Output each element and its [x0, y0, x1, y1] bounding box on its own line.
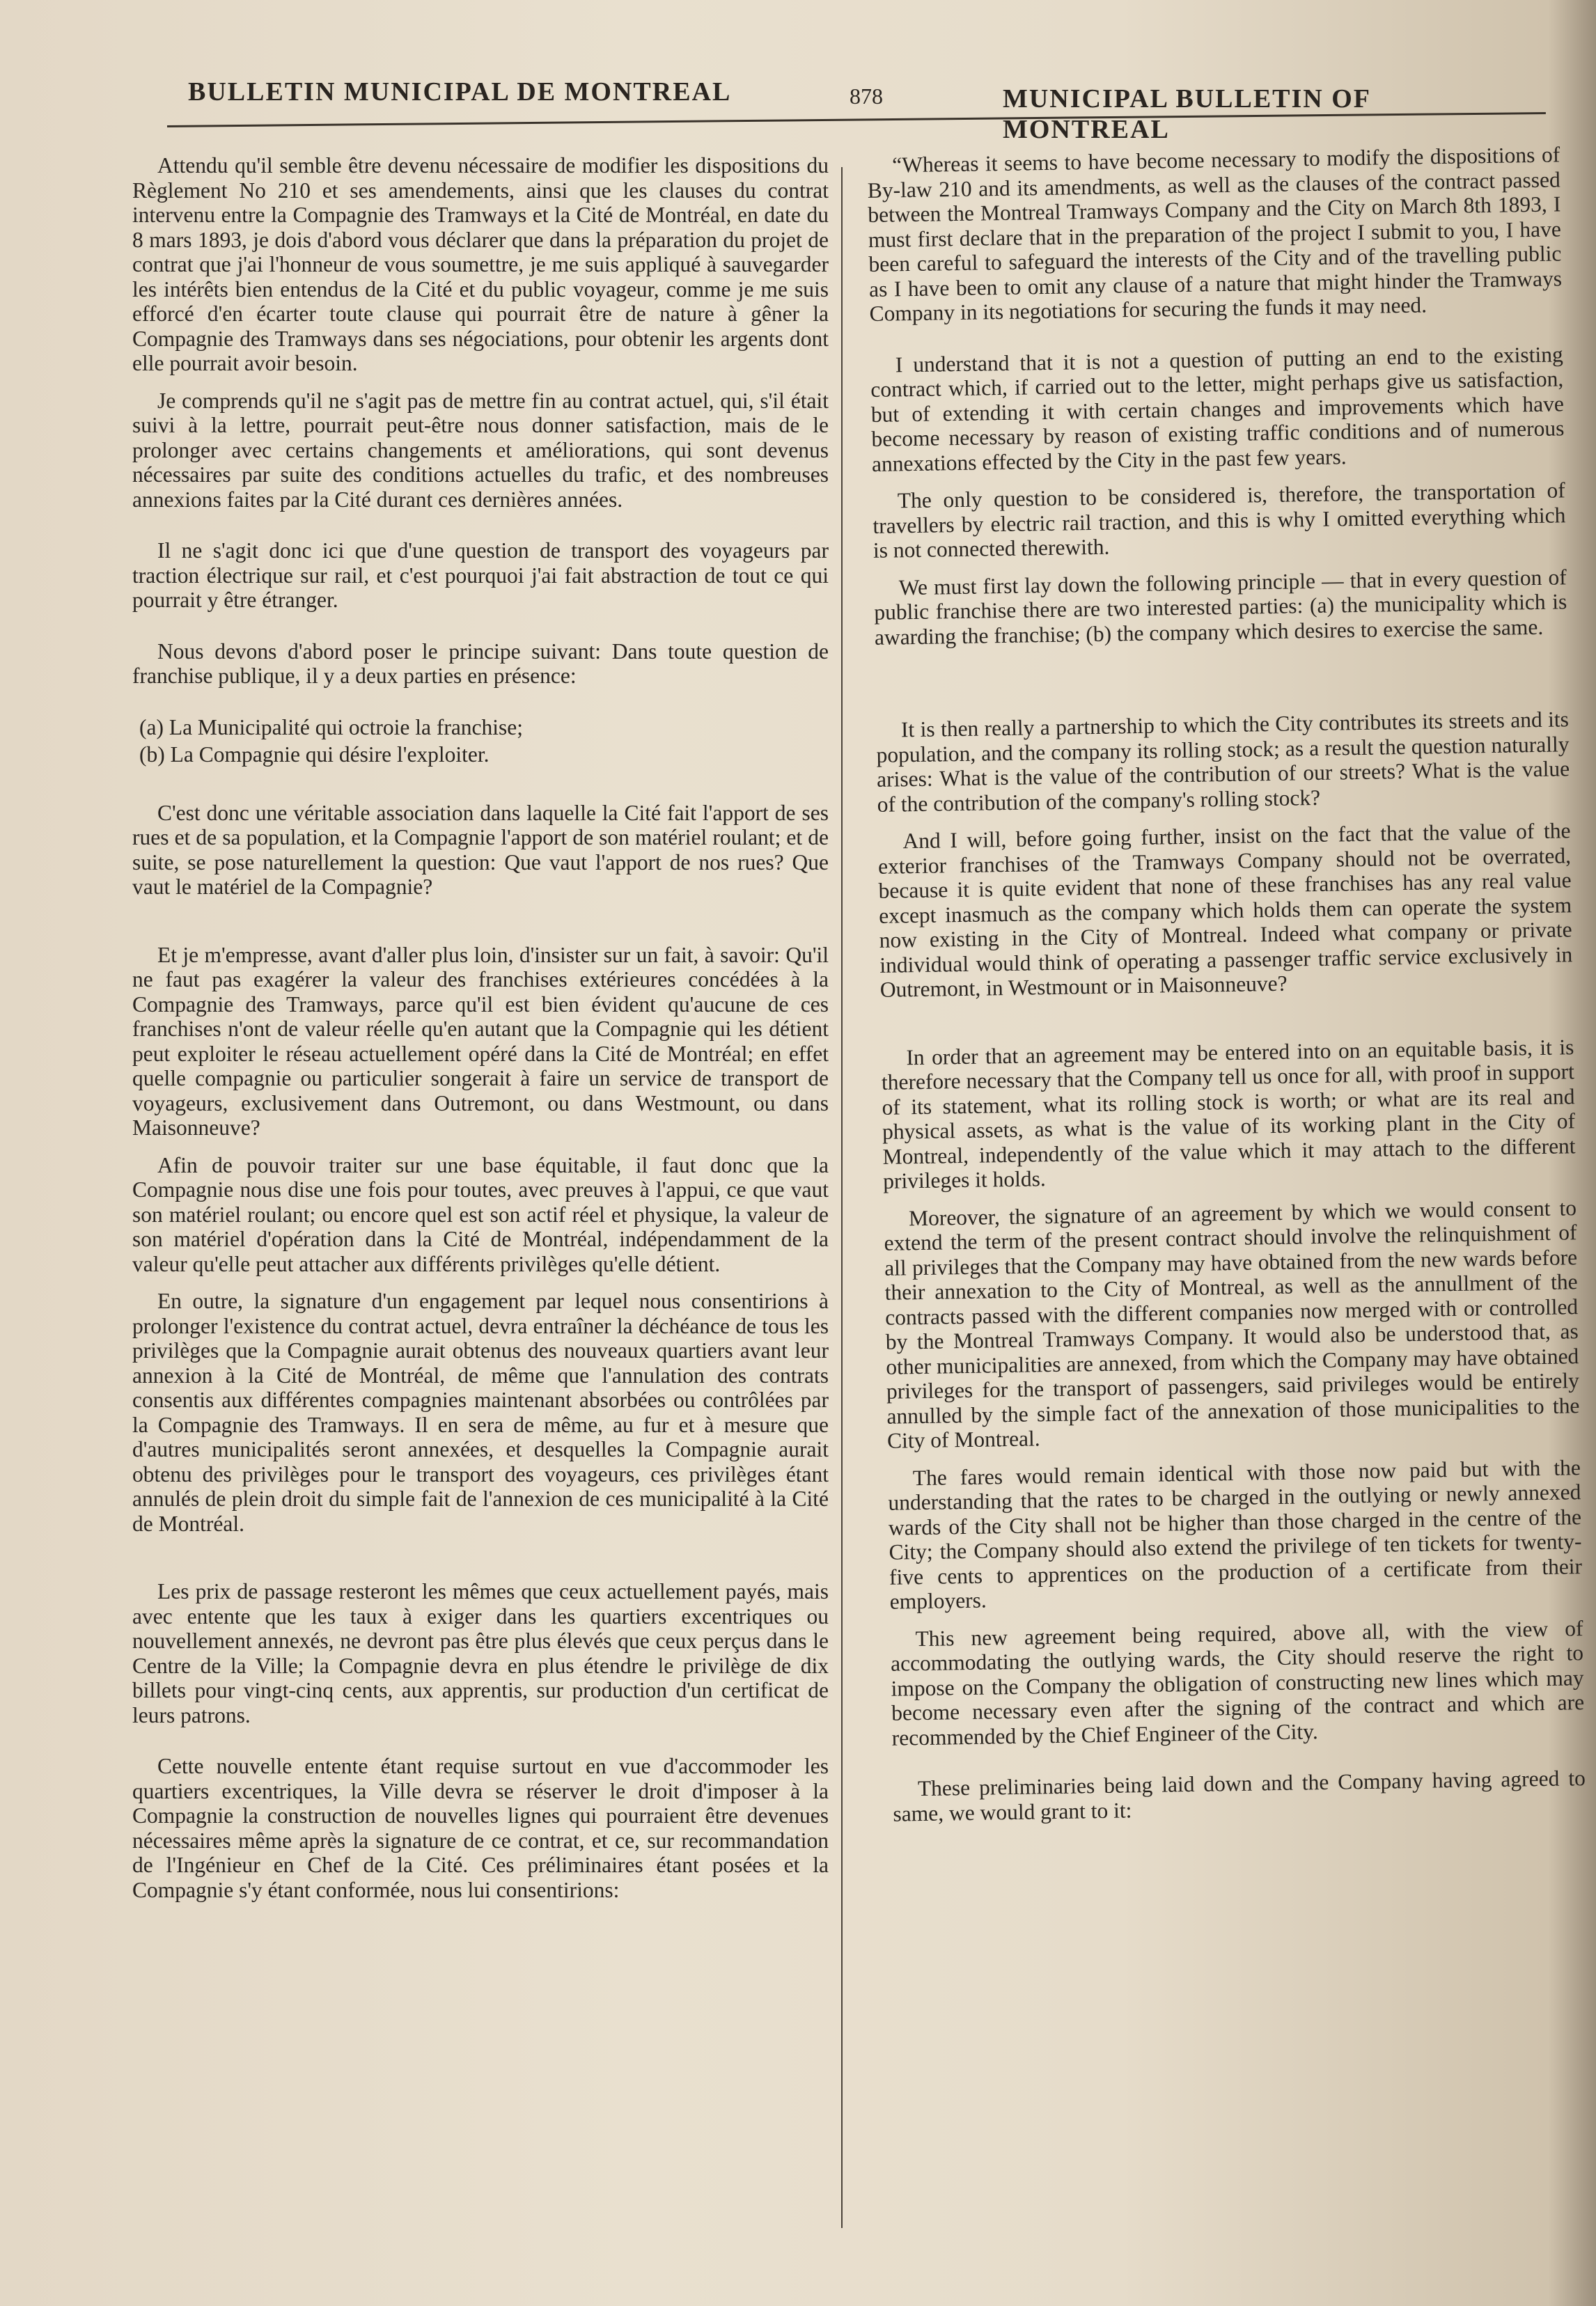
paragraph-fr-1: Attendu qu'il semble être devenu nécessaire de modifier les dispositions du Règlement No 210 et ses amendements, ainsi que les clauses du contrat intervenu entre la Compagnie des Tramways et la Cité de Montréal, en date du 8 mars 1893, je dois d'abord vous déclarer que dans la préparation du projet de contrat que j'ai l'honneur de vous soumettre, je me suis appliqué à sauvegarder les intérêts bien entendus de la Cité et du public voyageur, comme je me suis efforcé d'en écarter toute clause qui pourrait être de nature à gêner la Compagnie des Tramways dans ses négociations, pour obtenir les argents dont elle pourrait avoir besoin.: [132, 153, 829, 375]
paragraph-en-2: I understand that it is not a question of putting an end to the existing contract which, if carried out to the letter, might perhaps give us satisfaction, but of extending it with certain changes and improvements which have become necessary by reason of existing traffic conditions and of numerous annexations effected by the City in the past few years.: [870, 341, 1565, 476]
paragraph-en-8: Moreover, the signature of an agreement by which we would consent to extend the term of the present contract should involve the relinquishment of all privileges that the Company may have obtained from the new wards before their annexation to the City of Montreal, as well as the annullment of the contracts passed with the different companies now merged with or controlled by the Montreal Tramways Company. It would also be understood that, as other municipalities are annexed, from which the Company may have obtained privileges for the transport of passengers, said privileges would be entirely annulled by the simple fact of the annexation of those municipalities to the City of Montreal.: [884, 1195, 1580, 1453]
paragraph-en-10: This new agreement being required, above all, with the view of accommodating the outlying wards, the City should reserve the right to impose on the Company the obligation of constructing new lines which may become necessary even after the signing of the contract and which are recommended by the Chief Engineer of the City.: [890, 1615, 1585, 1750]
paragraph-en-3: The only question to be considered is, therefore, the transportation of travellers by electric rail traction, and this is why I omitted everything which is not connected therewith.: [873, 478, 1566, 563]
paragraph-fr-4: Nous devons d'abord poser le principe suivant: Dans toute question de franchise publique, il y a deux parties en présence:: [132, 638, 829, 688]
paragraph-fr-8: En outre, la signature d'un engagement par lequel nous consentirions à prolonger l'existence du contrat actuel, devra entraîner la déchéance de tous les privilèges que la Compagnie aurait obtenus des nouveaux quartiers avant leur annexion à la Cité de Montréal, de même que l'annulation des contrats consentis aux différentes compagnies maintenant absorbées ou contrôlées par la Compagnie des Tramways. Il en sera de même, au fur et à mesure que d'autres municipalités seront annexées, et desquelles la Compagnie aurait obtenu des privilèges pour le transport des voyageurs, ces privilèges étant annulés de plein droit du simple fait de l'annexion de ces municipalité à la Cité de Montréal.: [132, 1289, 829, 1536]
paragraph-fr-10: Cette nouvelle entente étant requise surtout en vue d'accommoder les quartiers excentriques, la Ville devra se réserver le droit d'imposer à la Compagnie la construction de nouvelles lignes qui pourraient être devenues nécessaires même après la signature de ce contrat, et ce, sur recommandation de l'Ingénieur en Chef de la Cité. Ces préliminaires étant posées et la Compagnie s'y étant conformée, nous lui consentirions:: [132, 1754, 829, 1902]
paragraph-fr-9: Les prix de passage resteront les mêmes que ceux actuellement payés, mais avec entente que les taux à exiger dans les quartiers excentriques ou nouvellement annexés, ne devront pas être plus élevés que ceux perçus dans le Centre de la Ville; la Compagnie devra en plus étendre le privilège de dix billets pour vingt-cinq cents, aux apprentis, sur production d'un certificat de leurs patrons.: [132, 1579, 829, 1727]
paragraph-fr-5: C'est donc une véritable association dans laquelle la Cité fait l'apport de ses rues et de sa population, et la Compagnie l'apport de son matériel roulant; et de suite, se pose naturellement la question: Que vaut l'apport de nos rues? Que vaut le matériel de la Compagnie?: [132, 800, 829, 899]
french-column: [132, 153, 829, 1915]
header-title-french: BULLETIN MUNICIPAL DE MONTREAL: [188, 77, 732, 107]
paragraph-en-7: In order that an agreement may be entered into on an equitable basis, it is therefore necessary that the Company tell us once for all, with proof in support of its statement, what its rolling stock is worth; or what are its real and physical assets, as what is the value of its working plant in the City of Montreal, independently of the value which it may attach to the different privileges it holds.: [881, 1034, 1576, 1193]
header-title-english: MUNICIPAL BULLETIN OF MONTREAL: [1003, 84, 1370, 144]
column-divider: [841, 167, 843, 2228]
paragraph-en-5: It is then really a partnership to which the City contributes its streets and its population, and the company its rolling stock; as a result the question naturally arises: What is the value of the contribution of our streets? What is the value of the contribution of the company's rolling stock?: [876, 707, 1570, 817]
list-item-b: (b) La Compagnie qui désire l'exploiter.: [139, 742, 490, 767]
paragraph-en-6: And I will, before going further, insist on the fact that the value of the exterior franchises of the Tramways Company should not be overrated, because it is quite evident that none of these franchises has any real value except inasmuch as the company which holds them can operate the system now existing in the City of Montreal. Indeed what company or private individual would think of operating a passenger traffic service exclusively in Outremont, in Westmount or in Maisonneuve?: [877, 818, 1573, 1002]
paragraph-fr-3: Il ne s'agit donc ici que d'une question de transport des voyageurs par traction électrique sur rail, et c'est pourquoi j'ai fait abstraction de tout ce qui pourrait y être étranger.: [132, 538, 829, 612]
paragraph-fr-2: Je comprends qu'il ne s'agit pas de mettre fin au contrat actuel, qui, s'il était suivi à la lettre, pourrait peut-être nous donner satisfaction, mais de le prolonger avec certains changements et améliorations, qui sont devenus nécessaires par suite des conditions actuelles du trafic, et des nombreuses annexions faites par la Cité durant ces dernières années.: [132, 388, 829, 512]
page-number: 878: [850, 84, 883, 109]
list-item-a: (a) La Municipalité qui octroie la franchise;: [139, 714, 524, 739]
paragraph-en-9: The fares would remain identical with those now paid but with the understanding that the rates to be charged in the outlying or newly annexed wards of the City shall not be higher than those charged in the centre of the City; the Company should also extend the privilege of ten tickets for twenty-five cents to apprentices on the production of a certificate from their employers.: [888, 1454, 1583, 1614]
paragraph-fr-7: Afin de pouvoir traiter sur une base équitable, il faut donc que la Compagnie nous dise une fois pour toutes, avec preuves à l'appui, ce que vaut son matériel roulant; ou encore quel est son actif réel et physique, la valeur de son matériel d'opération dans la Cité de Montréal, indépendamment de la valeur qu'elle peut attacher aux différents privilèges qu'elle détient.: [132, 1152, 829, 1276]
paragraph-en-4: We must first lay down the following principle — that in every question of public franchise there are two interested parties: (a) the municipality which is awarding the franchise; (b) the company which desires to exercise the same.: [874, 564, 1567, 650]
paragraph-en-1: “Whereas it seems to have become necessary to modify the dispositions of By-law 210 and its amendments, as well as the clauses of the contract passed between the Montreal Tramways Company and the City on March 8th 1893, I must first declare that in the preparation of the project I submit to you, I have been careful to safeguard the interests of the City and of the travelling public as I have been to omit any clause of a nature that might hinder the Tramways Company in its negotiations for securing the funds it may need.: [867, 142, 1563, 326]
paragraph-fr-6: Et je m'empresse, avant d'aller plus loin, d'insister sur un fait, à savoir: Qu'il ne faut pas exagérer la valeur des franchises extérieures concédées à la Compagnie des Tramways, parce qu'il est bien évident qu'aucune de ces franchises n'ont de valeur réelle qu'en autant que la Compagnie qui les détient peut exploiter le réseau actuellement opéré dans la Cité de Montréal; en effet quelle compagnie ou particulier songerait à faire un service de transport de voyageurs, exclusivement dans Outremont, ou dans Westmount, ou dans Maisonneuve?: [132, 942, 829, 1140]
english-column: [867, 142, 1586, 1838]
paragraph-en-11: These preliminaries being laid down and the Company having agreed to same, we would grant to it:: [893, 1766, 1586, 1826]
